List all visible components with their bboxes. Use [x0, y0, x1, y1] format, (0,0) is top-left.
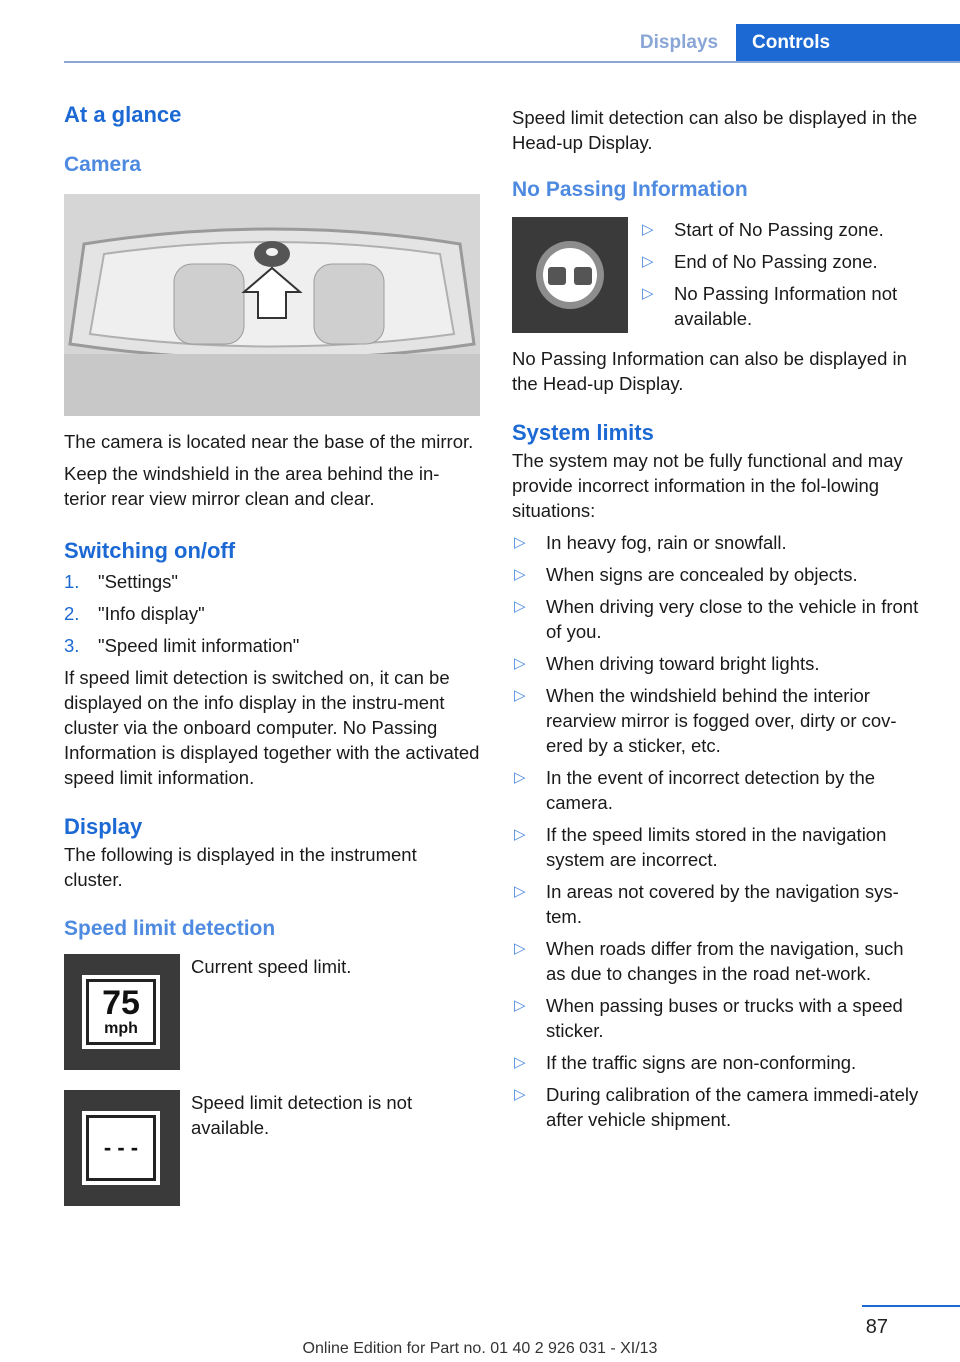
switching-paragraph: If speed limit detection is switched on, it can be displayed on the info display in the instru-ment cluster via the onboard computer. No Passing Information is displayed together with the activated speed limit information. — [64, 667, 480, 788]
no-passing-sign-icon — [512, 217, 628, 333]
sign-unavailable-dashes: - - - — [103, 1135, 139, 1160]
header-divider — [64, 61, 960, 63]
list-item: 1. "Settings" — [64, 571, 178, 592]
list-item: ▷ When roads differ from the navigation, such as due to changes in the road net-work. — [514, 938, 904, 984]
list-item: ▷ During calibration of the camera immedi-ately after vehicle shipment. — [514, 1084, 919, 1130]
list-item: ▷ When passing buses or trucks with a speed sticker. — [514, 995, 903, 1041]
display-paragraph: The following is displayed in the instrument cluster. — [64, 844, 417, 890]
heading-speed-limit-detection: Speed limit detection — [64, 917, 276, 940]
no-passing-list — [640, 217, 926, 338]
footer-divider — [862, 1305, 960, 1307]
page-number: 87 — [865, 1316, 888, 1338]
heading-system-limits: System limits — [512, 420, 654, 445]
no-passing-hud-paragraph: No Passing Information can also be displayed in the Head-up Display. — [512, 348, 907, 394]
list-item: ▷ If the speed limits stored in the navigation system are incorrect. — [514, 824, 887, 870]
tab-displays[interactable]: Displays — [622, 24, 736, 62]
list-item: ▷ In areas not covered by the navigation sys-tem. — [514, 881, 899, 927]
edition-footer: Online Edition for Part no. 01 40 2 926 031 - XI/13 — [302, 1340, 658, 1357]
switching-steps-list — [64, 569, 480, 658]
list-item: ▷ In heavy fog, rain or snowfall. — [514, 532, 787, 553]
speed-limit-unavailable-text: Speed limit detection is not available. — [191, 1092, 413, 1138]
right-column — [512, 105, 926, 1139]
list-item: 3. "Speed limit information" — [64, 635, 300, 656]
section-title-at-a-glance: At a glance — [64, 102, 182, 127]
heading-switching-on-off: Switching on/off — [64, 538, 236, 563]
list-item: ▷ When driving toward bright lights. — [514, 653, 820, 674]
camera-paragraph-2: Keep the windshield in the area behind the in-terior rear view mirror clean and clear. — [64, 463, 440, 509]
list-item: ▷ End of No Passing zone. — [642, 251, 878, 272]
list-item: ▷ When driving very close to the vehicle in front of you. — [514, 596, 919, 642]
speed-limit-sign-icon — [64, 954, 180, 1070]
speed-limit-unavailable-row — [64, 1090, 480, 1206]
list-item: 2. "Info display" — [64, 603, 205, 624]
hud-paragraph: Speed limit detection can also be displayed in the Head-up Display. — [512, 107, 918, 153]
left-column — [64, 100, 480, 1206]
system-limits-list — [512, 530, 926, 1132]
camera-location-illustration — [64, 194, 480, 416]
sign-speed-unit: mph — [104, 1020, 138, 1037]
list-item: ▷ If the traffic signs are non-conforming. — [514, 1052, 857, 1073]
camera-paragraph-1: The camera is located near the base of the mirror. — [64, 431, 474, 452]
list-item: ▷ No Passing Information not available. — [642, 283, 898, 329]
current-speed-limit-text: Current speed limit. — [191, 956, 352, 977]
no-passing-block — [512, 217, 926, 333]
current-speed-limit-row — [64, 954, 480, 1070]
list-item: ▷ In the event of incorrect detection by the camera. — [514, 767, 876, 813]
list-item: ▷ Start of No Passing zone. — [642, 219, 884, 240]
system-limits-paragraph: The system may not be fully functional and may provide incorrect information in the fol-lowing situations: — [512, 450, 903, 521]
sign-speed-value: 75 — [102, 984, 140, 1022]
heading-camera: Camera — [64, 153, 142, 176]
list-item: ▷ When the windshield behind the interior rearview mirror is fogged over, dirty or cov-ered by a sticker, etc. — [514, 685, 897, 756]
heading-display: Display — [64, 814, 143, 839]
speed-limit-unavailable-icon — [64, 1090, 180, 1206]
list-item: ▷ When signs are concealed by objects. — [514, 564, 858, 585]
heading-no-passing-information: No Passing Information — [512, 178, 748, 201]
tab-controls[interactable]: Controls — [736, 24, 960, 62]
